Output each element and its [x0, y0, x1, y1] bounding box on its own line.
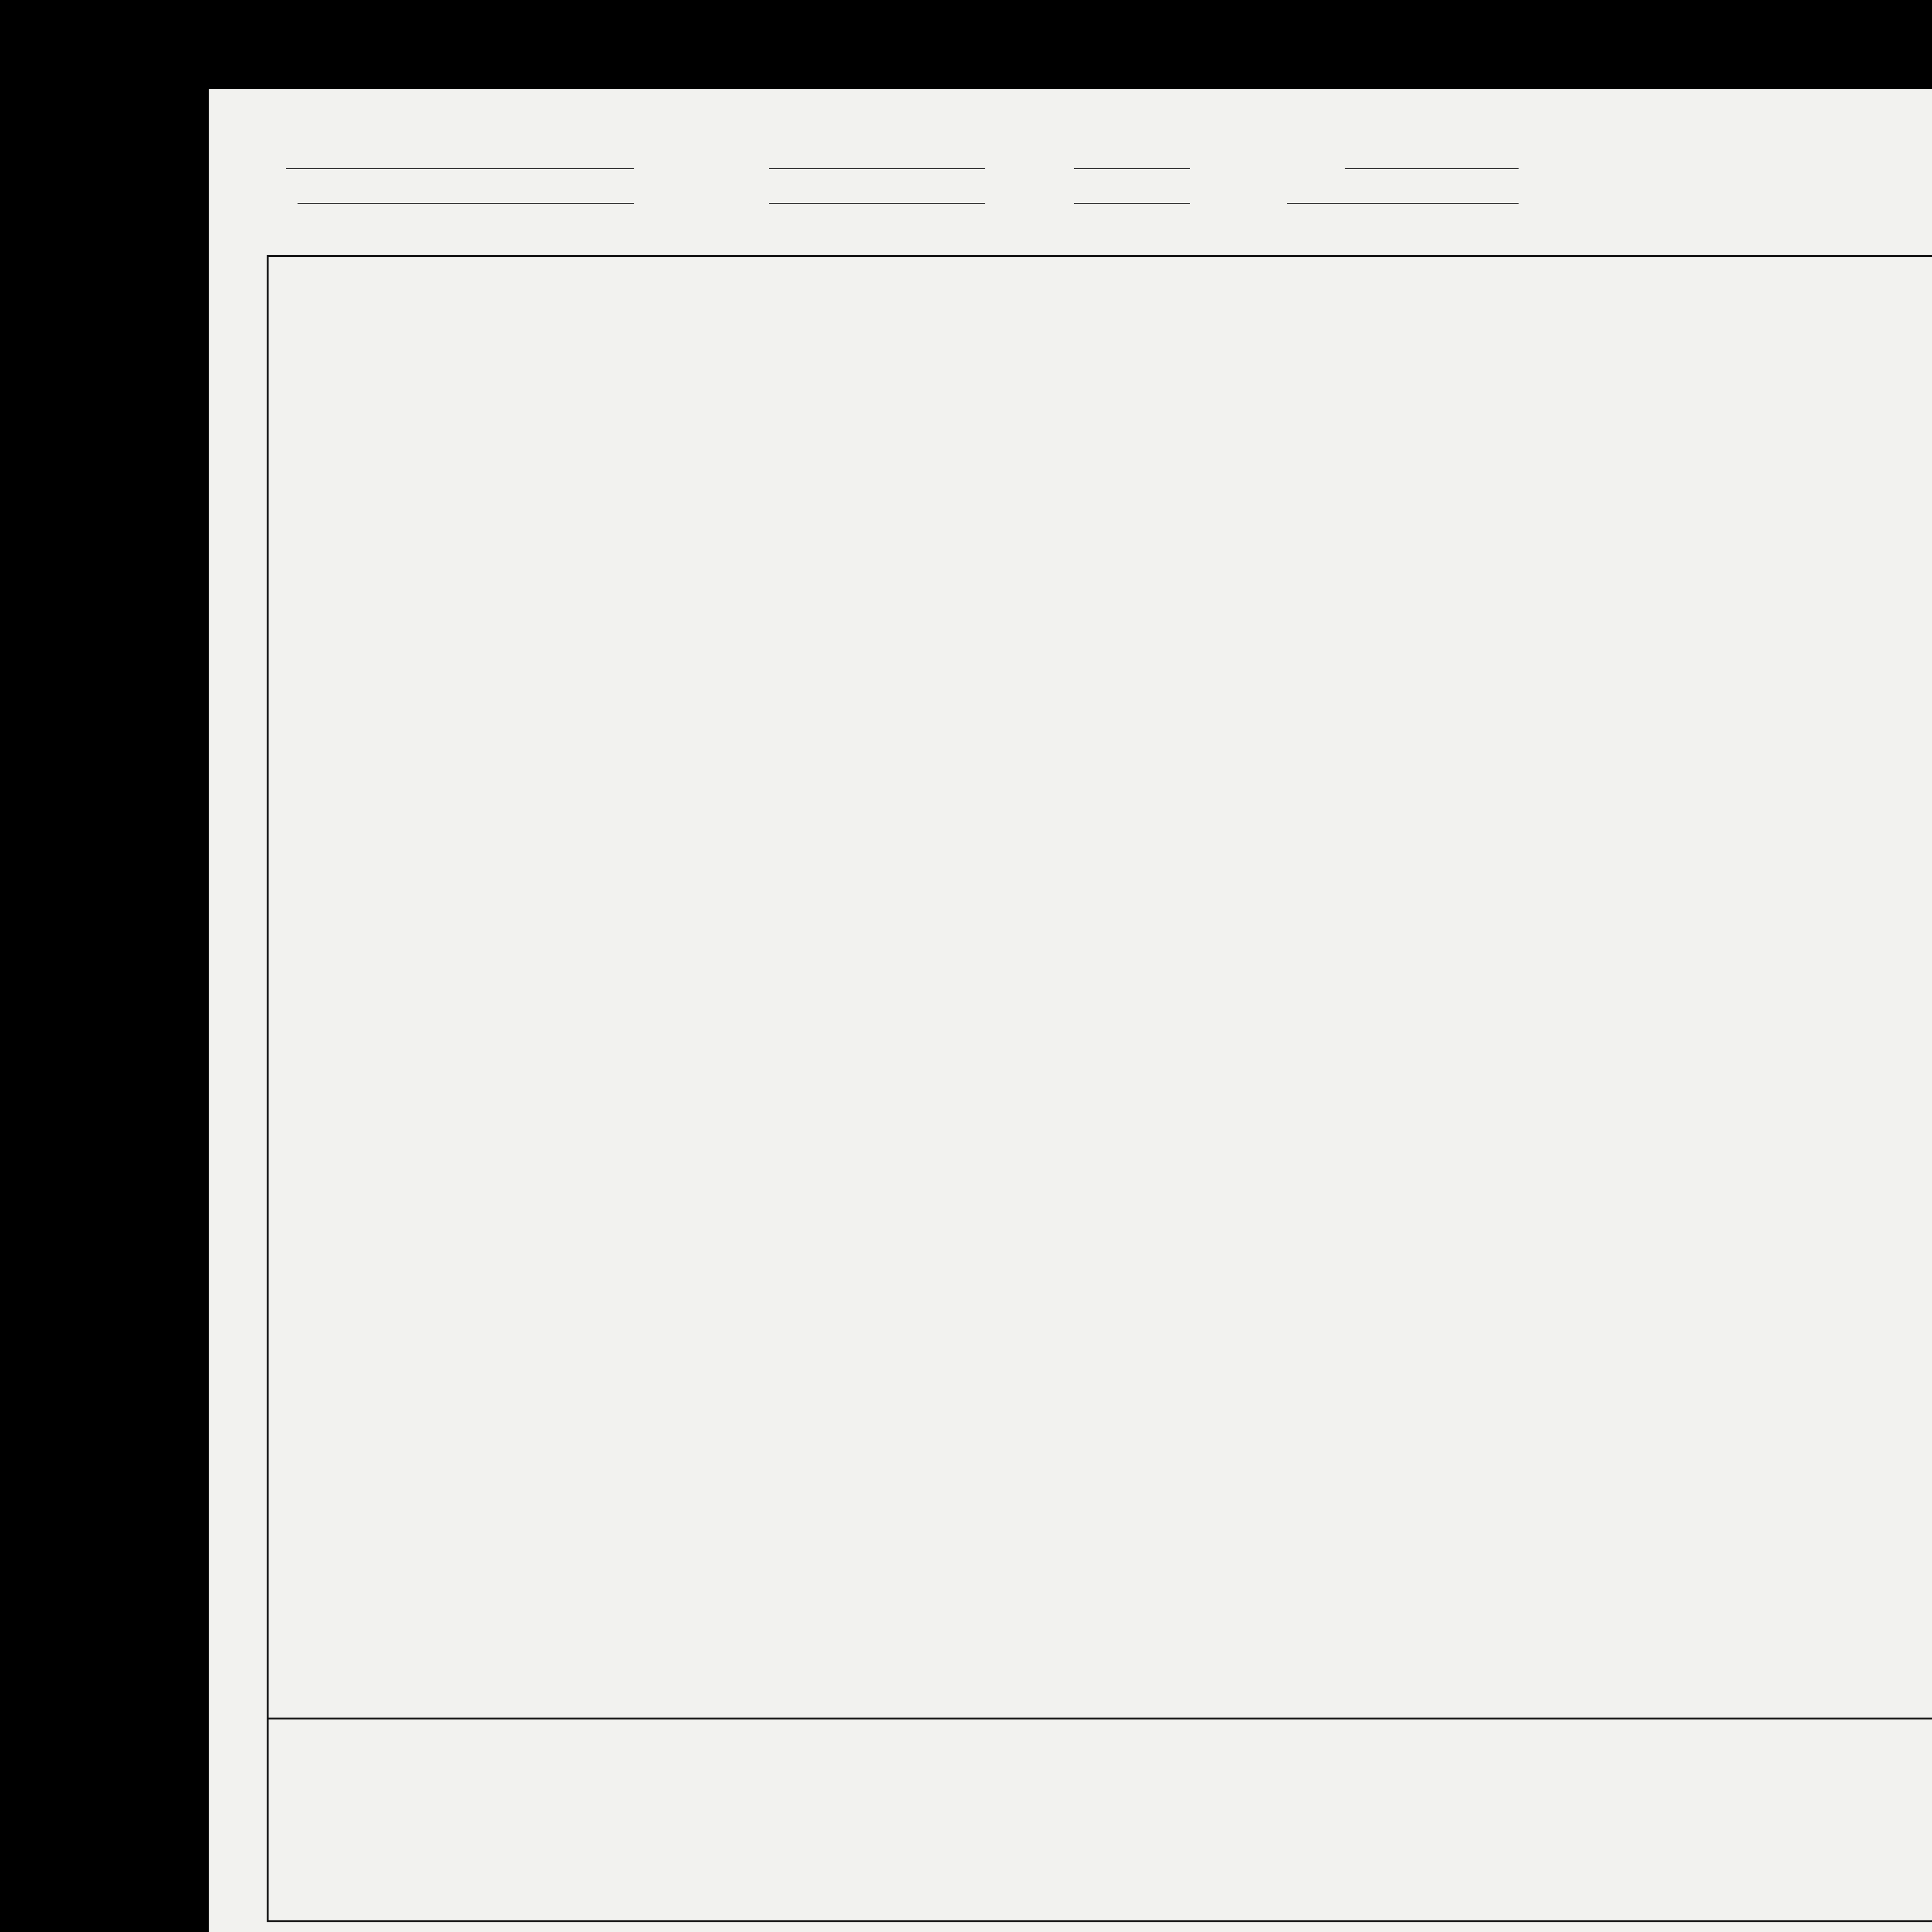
note-col14 [1094, 1924, 1403, 1932]
explanatory-notes [267, 1920, 1932, 1932]
header-state [1768, 346, 1891, 377]
note-col21 [1696, 1924, 1932, 1932]
note-col4 [383, 1924, 545, 1932]
note-col10 [553, 1924, 753, 1932]
header-relation [933, 303, 1049, 381]
header-city [1517, 319, 1663, 381]
header-county [1663, 346, 1768, 369]
supp-col-language [918, 1785, 1080, 1824]
population-table [267, 255, 1932, 1719]
header-birth [1293, 303, 1470, 381]
note-col16 [1418, 1924, 1681, 1932]
supplementary-questions [267, 1718, 1932, 1922]
census-sheet [209, 89, 1932, 1932]
header-name [597, 303, 925, 381]
note-col11 [769, 1924, 1078, 1932]
